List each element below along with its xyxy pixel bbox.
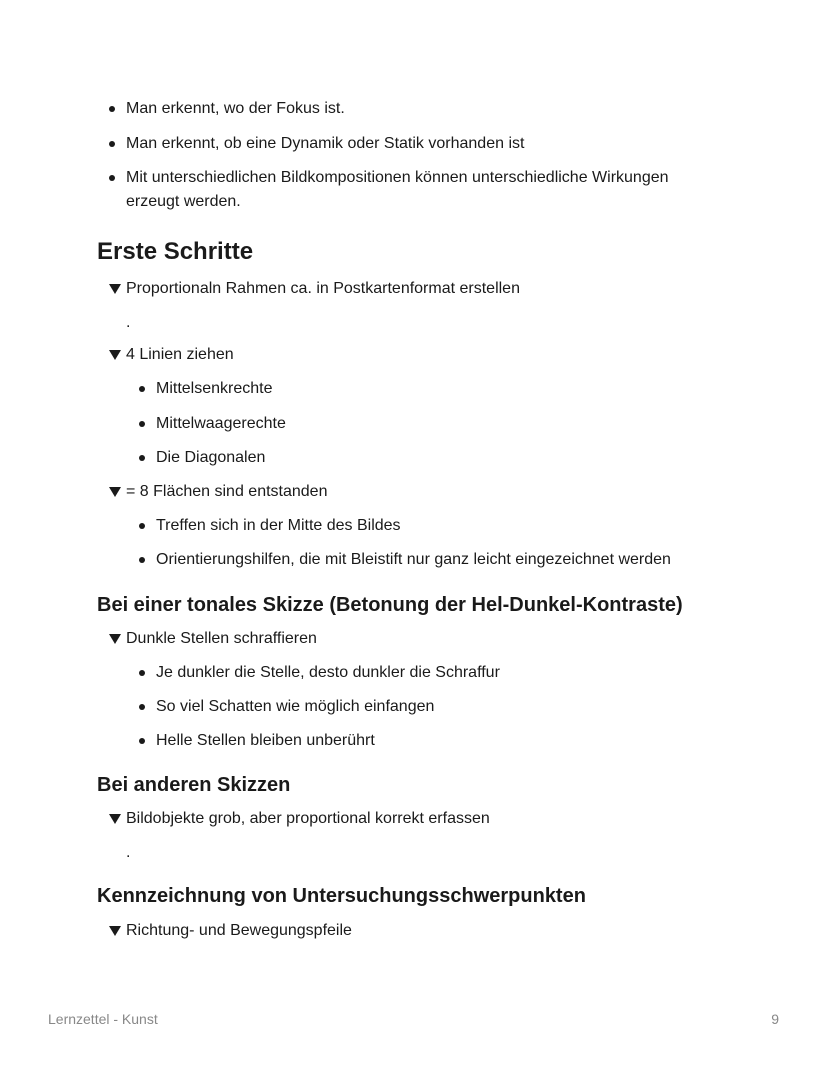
list-item: Orientierungshilfen, die mit Bleistift nur ganz leicht eingezeichnet werden: [156, 551, 671, 568]
toggle-triangle-icon[interactable]: [109, 487, 121, 497]
list-item: So viel Schatten wie möglich einfangen: [156, 698, 435, 715]
list-item: Mittelsenkrechte: [156, 380, 273, 397]
bullet-icon: [139, 455, 145, 461]
bullet-icon: [109, 175, 115, 181]
toggle-label[interactable]: Bildobjekte grob, aber proportional korrekt erfassen: [126, 810, 490, 827]
footer-title: Lernzettel - Kunst: [48, 1011, 158, 1027]
list-item: Mittelwaagerechte: [156, 415, 286, 432]
bullet-icon: [139, 386, 145, 392]
bullet-icon: [139, 523, 145, 529]
bullet-icon: [139, 557, 145, 563]
toggle-label[interactable]: Proportionaln Rahmen ca. in Postkartenformat erstellen: [126, 280, 520, 297]
toggle-triangle-icon[interactable]: [109, 926, 121, 936]
list-item-continuation: erzeugt werden.: [126, 193, 241, 210]
section-heading-kennzeichnung: Kennzeichnung von Untersuchungsschwerpunkten: [97, 885, 586, 907]
list-item: Die Diagonalen: [156, 449, 266, 466]
toggle-label[interactable]: Dunkle Stellen schraffieren: [126, 630, 317, 647]
toggle-triangle-icon[interactable]: [109, 350, 121, 360]
toggle-triangle-icon[interactable]: [109, 814, 121, 824]
toggle-triangle-icon[interactable]: [109, 284, 121, 294]
list-item: Man erkennt, wo der Fokus ist.: [126, 100, 345, 117]
bullet-icon: [139, 421, 145, 427]
bullet-icon: [139, 670, 145, 676]
list-item: Treffen sich in der Mitte des Bildes: [156, 517, 401, 534]
bullet-icon: [109, 106, 115, 112]
list-item: Man erkennt, ob eine Dynamik oder Statik vorhanden ist: [126, 135, 525, 152]
page-number: 9: [771, 1011, 779, 1027]
toggle-content: .: [126, 844, 131, 861]
toggle-triangle-icon[interactable]: [109, 634, 121, 644]
section-heading-erste-schritte: Erste Schritte: [97, 238, 254, 265]
list-item: Helle Stellen bleiben unberührt: [156, 732, 375, 749]
list-item: Je dunkler die Stelle, desto dunkler die Schraffur: [156, 664, 500, 681]
bullet-icon: [139, 738, 145, 744]
toggle-content: .: [126, 314, 131, 331]
bullet-icon: [109, 141, 115, 147]
bullet-icon: [139, 704, 145, 710]
toggle-label[interactable]: = 8 Flächen sind entstanden: [126, 483, 328, 500]
toggle-label[interactable]: Richtung- und Bewegungspfeile: [126, 922, 352, 939]
section-heading-tonale-skizze: Bei einer tonales Skizze (Betonung der Hel-Dunkel-Kontraste): [97, 594, 683, 616]
toggle-label[interactable]: 4 Linien ziehen: [126, 346, 234, 363]
section-heading-andere-skizzen: Bei anderen Skizzen: [97, 774, 291, 796]
list-item: Mit unterschiedlichen Bildkompositionen können unterschiedliche Wirkungen: [126, 169, 669, 186]
